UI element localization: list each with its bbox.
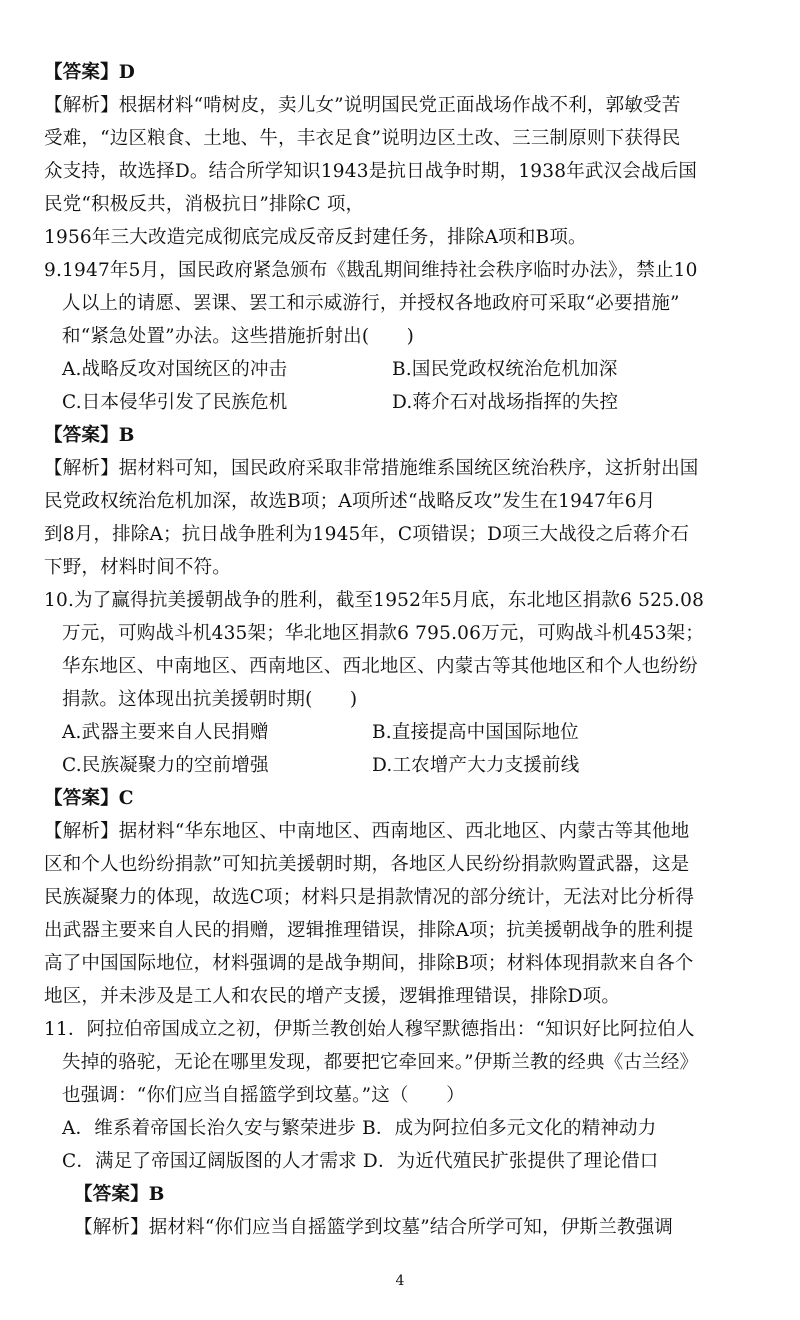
line-text: 1956年三大改造完成彻底完成反帝反封建任务，排除A项和B项。	[44, 227, 587, 248]
option-text-right: D.工农增产大力支援前线	[372, 755, 580, 776]
text-line	[62, 652, 698, 682]
line-text: 区和个人也纷纷捐款”可知抗美援朝时期，各地区人民纷纷捐款购置武器，这是	[44, 854, 690, 875]
line-text: 【答案】B	[74, 1184, 165, 1205]
line-text: 10.为了赢得抗美援朝战争的胜利，截至1952年5月底，东北地区捐款6 525.08	[44, 590, 705, 611]
text-line	[44, 916, 693, 946]
answer-line	[44, 58, 135, 88]
line-text: 捐款。这体现出抗美援朝时期( )	[62, 689, 358, 710]
line-text: 【答案】D	[44, 62, 136, 83]
text-line	[44, 949, 694, 979]
line-text: 民族凝聚力的体现，故选C项；材料只是捐款情况的部分统计，无法对比分析得	[44, 887, 695, 908]
option-text-right: B.国民党政权统治危机加深	[392, 359, 618, 380]
text-line	[44, 817, 689, 847]
line-text: 民党政权统治危机加深，故选B项；A项所述“战略反攻”发生在1947年6月	[44, 491, 656, 512]
text-line	[44, 1015, 695, 1045]
line-text: C．满足了帝国辽阔版图的人才需求 D．为近代殖民扩张提供了理论借口	[62, 1151, 659, 1172]
text-line	[44, 487, 655, 517]
option-line	[62, 388, 619, 418]
text-line	[44, 586, 704, 616]
text-line	[44, 157, 697, 187]
text-line	[44, 256, 698, 286]
line-text: 和“紧急处置”办法。这些措施折射出( )	[62, 326, 415, 347]
text-line	[62, 322, 414, 352]
text-line	[74, 1213, 673, 1243]
answer-line	[44, 421, 135, 451]
line-text: 失掉的骆驼，无论在哪里发现，都要把它牵回来。”伊斯兰教的经典《古兰经》	[62, 1052, 699, 1073]
line-text: 下野，材料时间不符。	[44, 557, 232, 578]
answer-line	[44, 784, 134, 814]
page-number: 4	[395, 1273, 405, 1289]
option-line	[62, 355, 618, 385]
text-line	[44, 982, 620, 1012]
text-line	[62, 619, 704, 649]
text-line	[62, 1081, 465, 1111]
line-text: 也强调：“你们应当自摇篮学到坟墓。”这（ ）	[62, 1085, 465, 1106]
text-line	[44, 454, 699, 484]
line-text: 【解析】据材料“你们应当自摇篮学到坟墓”结合所学可知，伊斯兰教强调	[74, 1217, 674, 1238]
line-text: A．维系着帝国长治久安与繁荣进步 B．成为阿拉伯多元文化的精神动力	[62, 1118, 657, 1139]
option-text-right: B.直接提高中国国际地位	[372, 722, 579, 743]
line-text: 人以上的请愿、罢课、罢工和示威游行，并授权各地政府可采取“必要措施”	[62, 293, 680, 314]
text-line	[44, 91, 680, 121]
option-line	[62, 718, 579, 748]
answer-line	[74, 1180, 165, 1210]
line-text: 华东地区、中南地区、西南地区、西北地区、内蒙古等其他地区和个人也纷纷	[62, 656, 698, 677]
text-line	[44, 850, 689, 880]
line-text: 到8月，排除A；抗日战争胜利为1945年，C项错误；D项三大战役之后蒋介石	[44, 524, 690, 545]
line-text: C.民族凝聚力的空前增强	[62, 755, 269, 776]
option-line	[62, 751, 580, 781]
text-line	[62, 1048, 698, 1078]
text-line	[44, 553, 231, 583]
line-text: 出武器主要来自人民的捐赠，逻辑推理错误，排除A项；抗美援朝战争的胜利提	[44, 920, 694, 941]
line-text: 【解析】根据材料“啃树皮，卖儿女”说明国民党正面战场作战不利，郭敏受苦	[44, 95, 681, 116]
line-text: A.战略反攻对国统区的冲击	[62, 359, 288, 380]
line-text: 11．阿拉伯帝国成立之初，伊斯兰教创始人穆罕默德指出：“知识好比阿拉伯人	[44, 1019, 695, 1040]
text-line	[44, 520, 689, 550]
text-line	[44, 883, 694, 913]
line-text: 【解析】据材料“华东地区、中南地区、西南地区、西北地区、内蒙古等其他地	[44, 821, 690, 842]
line-text: 受难，“边区粮食、土地、牛，丰衣足食”说明边区土改、三三制原则下获得民	[44, 128, 681, 149]
text-line	[44, 190, 364, 220]
text-line	[44, 124, 680, 154]
line-text: 众支持，故选择D。结合所学知识1943是抗日战争时期，1938年武汉会战后国	[44, 161, 698, 182]
line-text: C.日本侵华引发了民族危机	[62, 392, 288, 413]
line-text: 民党“积极反共，消极抗日”排除C 项，	[44, 194, 365, 215]
line-text: 9.1947年5月，国民政府紧急颁布《戡乱期间维持社会秩序临时办法》，禁止10	[44, 260, 698, 281]
line-text: 地区，并未涉及是工人和农民的增产支援，逻辑推理错误，排除D项。	[44, 986, 621, 1007]
text-line	[44, 223, 587, 253]
line-text: 高了中国国际地位，材料强调的是战争期间，排除B项；材料体现捐款来自各个	[44, 953, 694, 974]
line-text: 【解析】据材料可知，国民政府采取非常措施维系国统区统治秩序，这折射出国	[44, 458, 699, 479]
line-text: 万元，可购战斗机435架；华北地区捐款6 795.06万元，可购战斗机453架；	[62, 623, 705, 644]
line-text: 【答案】C	[44, 788, 134, 809]
text-line	[62, 1114, 656, 1144]
line-text: 【答案】B	[44, 425, 135, 446]
option-text-right: D.蒋介石对战场指挥的失控	[392, 392, 619, 413]
text-line	[62, 289, 680, 319]
text-line	[62, 1147, 658, 1177]
line-text: A.武器主要来自人民捐赠	[62, 722, 269, 743]
text-line	[62, 685, 357, 715]
